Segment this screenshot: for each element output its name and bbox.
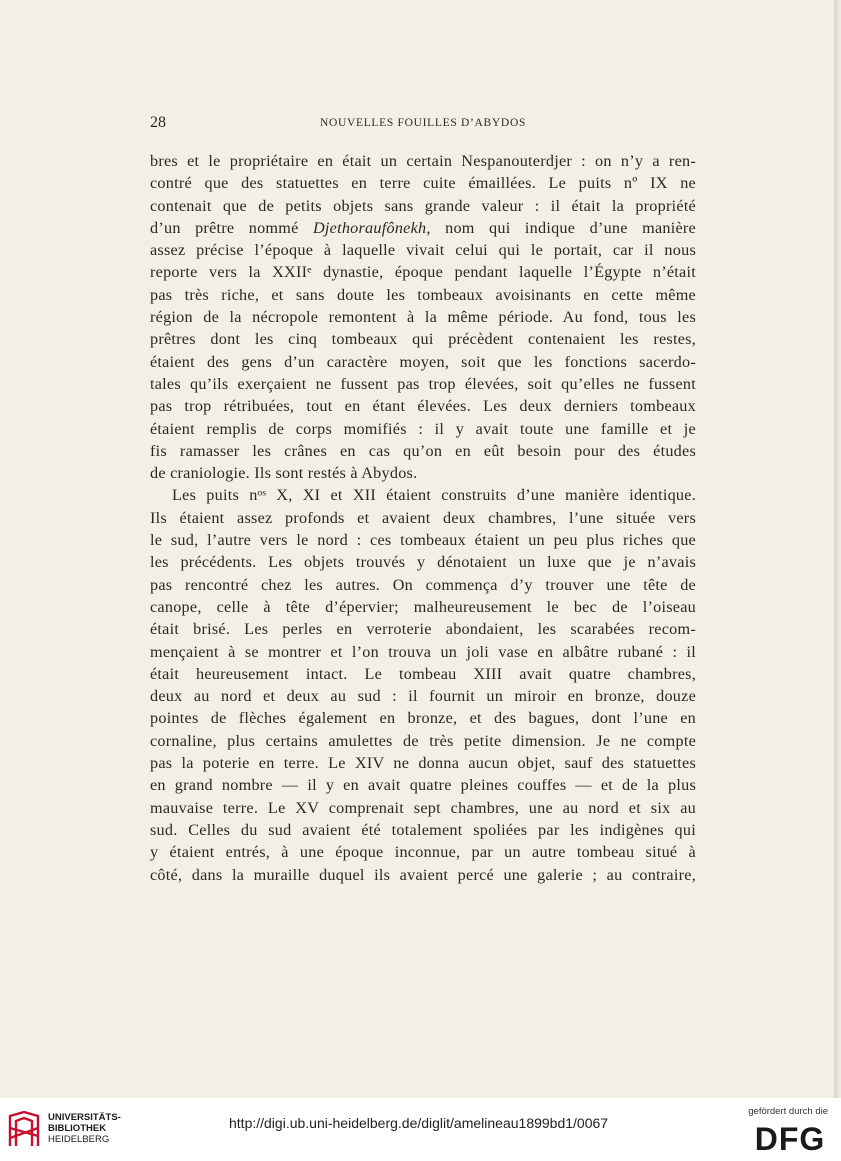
funder-caption: gefördert durch die <box>748 1106 828 1117</box>
text-line: Les puits nᵒˢ X, XI et XII étaient construits d’une manière identique. <box>172 486 696 505</box>
text-line: étaient des gens d’un caractère moyen, soit que les fonctions sacerdo- <box>150 352 696 371</box>
text-line: pas la poterie en terre. Le XIV ne donna aucun objet, sauf des statuettes <box>150 754 696 773</box>
text-line: cornaline, plus certains amulettes de très petite dimension. Je ne compte <box>150 731 696 750</box>
italic-name: Djethoraufônekh <box>312 218 427 237</box>
text-line: était heureusement intact. Le tombeau XIII avait quatre chambres, <box>150 664 696 683</box>
body-text <box>150 150 696 886</box>
text-line: mauvaise terre. Le XV comprenait sept chambres, une au nord et six au <box>150 798 696 817</box>
university-library-logo-icon <box>6 1110 42 1150</box>
text-line: assez précise l’époque à laquelle vivait celui qui le portait, car il nous <box>150 241 696 260</box>
text-line: prêtres dont les cinq tombeaux qui précèdent contenaient les restes, <box>150 330 696 349</box>
text-line: côté, dans la muraille duquel ils avaient percé une galerie ; au contraire, <box>150 865 696 884</box>
svg-text:DFG: DFG <box>754 1121 826 1155</box>
text-line: étaient remplis de corps momifiés : il y avait toute une famille et je <box>150 419 696 438</box>
text-line: fis ramasser les crânes en cas qu’on en eût besoin pour des études <box>150 441 696 460</box>
text-line: canope, celle à tête d’épervier; malheureusement le bec de l’oiseau <box>150 597 696 616</box>
text-line: bres et le propriétaire en était un certain Nespanouterdjer : on n’y a ren- <box>150 152 696 170</box>
text-line: en grand nombre — il y en avait quatre pleines couffes — et de la plus <box>150 776 696 795</box>
page-number: 28 <box>150 114 166 131</box>
text-line: le sud, l’autre vers le nord : ces tombeaux étaient un peu plus riches que <box>150 531 696 550</box>
text-line: mençaient à se montrer et l’on trouva un joli vase en albâtre rubané : il <box>150 642 696 661</box>
text-line: pas trop rétribuées, tout en étant élevées. Les deux derniers tombeaux <box>150 397 696 416</box>
text-line: région de la nécropole remontent à la même période. Au fond, tous les <box>150 308 696 327</box>
text-line: pas très riche, et sans doute les tombeaux avoisinants en cette même <box>150 285 696 304</box>
text-line: de craniologie. Ils sont restés à Abydos. <box>150 464 418 483</box>
page-edge <box>834 0 841 1098</box>
text-line: y étaient entrés, à une époque inconnue, par un autre tombeau situé à <box>150 843 696 862</box>
text-line: pas rencontré chez les autres. On commença d’y trouver une tête de <box>150 575 696 594</box>
library-name-line: UNIVERSITÄTS- <box>48 1112 121 1123</box>
text-line: les précédents. Les objets trouvés y dénotaient un luxe que je n’avais <box>150 553 696 572</box>
footer-bar <box>0 1098 841 1161</box>
text-line: sud. Celles du sud avaient été totalement spoliées par les indigènes qui <box>150 820 696 839</box>
running-head <box>150 114 696 134</box>
text-line: reporte vers la XXIIᵉ dynastie, époque pendant laquelle l’Égypte n’était <box>150 263 696 282</box>
university-library-name <box>48 1112 121 1145</box>
text-line: deux au nord et deux au sud : il fournit un miroir en bronze, douze <box>150 687 696 706</box>
library-name-line: HEIDELBERG <box>48 1134 110 1145</box>
dfg-logo-icon <box>751 1121 829 1155</box>
text-line: Ils étaient assez profonds et avaient deux chambres, l’une située vers <box>150 508 696 527</box>
permalink-url[interactable]: http://digi.ub.uni-heidelberg.de/diglit/amelineau1899bd1/0067 <box>229 1115 609 1131</box>
running-title: NOUVELLES FOUILLES D’ABYDOS <box>319 117 527 129</box>
text-line: tales qu’ils exerçaient ne fussent pas trop élevées, soit qu’elles ne fussent <box>150 374 696 393</box>
library-name-line: BIBLIOTHEK <box>48 1123 107 1134</box>
text-line: contenait que de petits objets sans grande valeur : il était la propriété <box>150 196 696 215</box>
text-line: était brisé. Les perles en verroterie abondaient, les scarabées recom- <box>150 620 696 639</box>
text-line: pointes de flèches également en bronze, et des bagues, dont l’une en <box>150 709 696 728</box>
text-line: d’un prêtre nommé Djethoraufônekh, nom qui indique d’une manière <box>150 218 696 237</box>
text-line: contré que des statuettes en terre cuite émaillées. Le puits nº IX ne <box>150 174 696 193</box>
